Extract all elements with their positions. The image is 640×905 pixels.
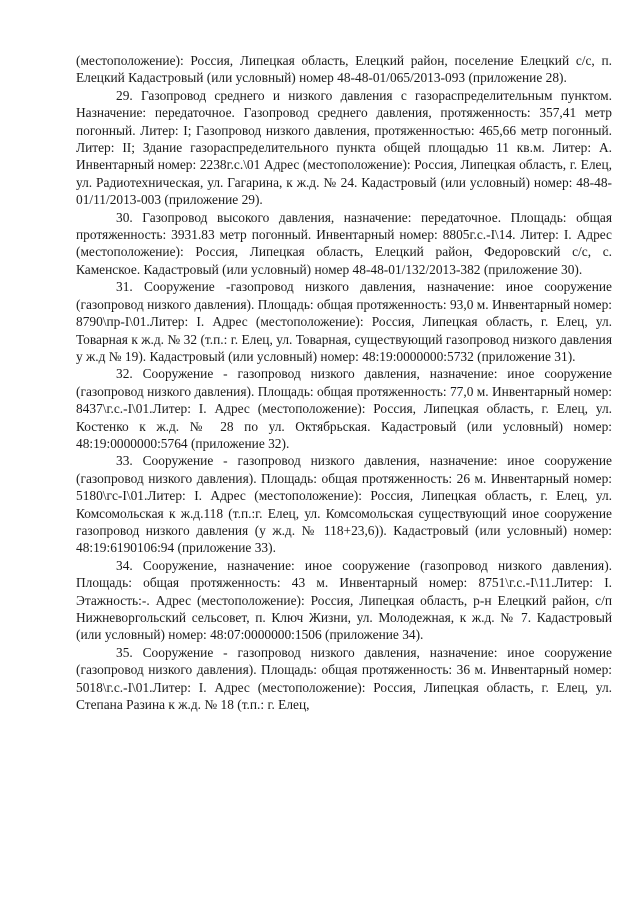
paragraph-item-33: 33. Сооружение - газопровод низкого давления, назначение: иное сооружение (газопровод низкого давления). Площадь: общая протяженность: 26 м. Инвентарный номер: 5180\гс-I\01.Литер: I. Адрес (местоположение): Россия, Липецкая область, г. Елец, ул. Комсомольская к ж.д.118 (т.п.:г. Елец, ул. Комсомольская существующий иное сооружение газопровод низкого давления (у ж.д. № 118+23,6)). Кадастровый (или условный) номер: 48:19:6190106:94 (приложение 33). xyxy=(76,453,612,556)
paragraph-item-32: 32. Сооружение - газопровод низкого давления, назначение: иное сооружение (газопровод низкого давления). Площадь: общая протяженность: 77,0 м. Инвентарный номер: 8437\г.с.-I\01.Литер: I. Адрес (местоположение): Россия, Липецкая область, г. Елец, ул. Костенко к ж.д. № 28 по ул. Октябрьская. Кадастровый (или условный) номер: 48:19:0000000:5764 (приложение 32). xyxy=(76,366,612,451)
paragraph-item-31: 31. Сооружение -газопровод низкого давления, назначение: иное сооружение (газопровод низкого давления). Площадь: общая протяженность: 93,0 м. Инвентарный номер: 8790\пр-I\01.Литер: I. Адрес (местоположение): Россия, Липецкая область, г. Елец, ул. Товарная к ж.д. № 32 (т.п.: г. Елец, ул. Товарная, существующий газопровод низкого давления у ж.д № 19). Кадастровый (или условный) номер: 48:19:0000000:5732 (приложение 31). xyxy=(76,279,612,364)
paragraph-item-29: 29. Газопровод среднего и низкого давления с газораспределительным пунктом. Назначение: передаточное. Газопровод среднего давления, протяженность: 357,41 метр погонный. Литер: I; Газопровод низкого давления, протяженностью: 465,66 метр погонный. Литер: II; Здание газораспределительного пункта общей площадью 11 кв.м. Литер: А. Инвентарный номер: 2238г.с.\01 Адрес (местоположение): Россия, Липецкая область, г. Елец, ул. Радиотехническая, ул. Гагарина, к ж.д. № 24. Кадастровый (или условный) номер: 48-48-01/11/2013-003 (приложение 29). xyxy=(76,87,612,208)
paragraph-continued: (местоположение): Россия, Липецкая область, Елецкий район, поселение Елецкий с/с, п. Елецкий Кадастровый (или условный) номер 48-48-01/065/2013-093 (приложение 28). xyxy=(76,53,612,86)
document-page xyxy=(76,52,612,713)
paragraph-item-34: 34. Сооружение, назначение: иное сооружение (газопровод низкого давления). Площадь: общая протяженность: 43 м. Инвентарный номер: 8751\г.с.-I\11.Литер: I. Этажность:-. Адрес (местоположение): Россия, Липецкая область, р-н Елецкий район, с/п Нижневоргольский сельсовет, п. Ключ Жизни, ул. Молодежная, к ж.д. № 7. Кадастровый (или условный) номер: 48:07:0000000:1506 (приложение 34). xyxy=(76,557,612,643)
paragraph-item-30: 30. Газопровод высокого давления, назначение: передаточное. Площадь: общая протяженность: 3931.83 метр погонный. Инвентарный номер: 8805г.с.-I\14. Литер: I. Адрес (местоположение): Россия, Липецкая область, Елецкий район, Федоровский с/с, с. Каменское. Кадастровый (или условный) номер 48-48-01/132/2013-382 (приложение 30). xyxy=(76,209,612,277)
paragraph-item-35: 35. Сооружение - газопровод низкого давления, назначение: иное сооружение (газопровод низкого давления). Площадь: общая протяженность: 36 м. Инвентарный номер: 5018\г.с.-I\01.Литер: I. Адрес (местоположение): Россия, Липецкая область, г. Елец, ул. Степана Разина к ж.д. № 18 (т.п.: г. Елец, xyxy=(76,644,612,713)
